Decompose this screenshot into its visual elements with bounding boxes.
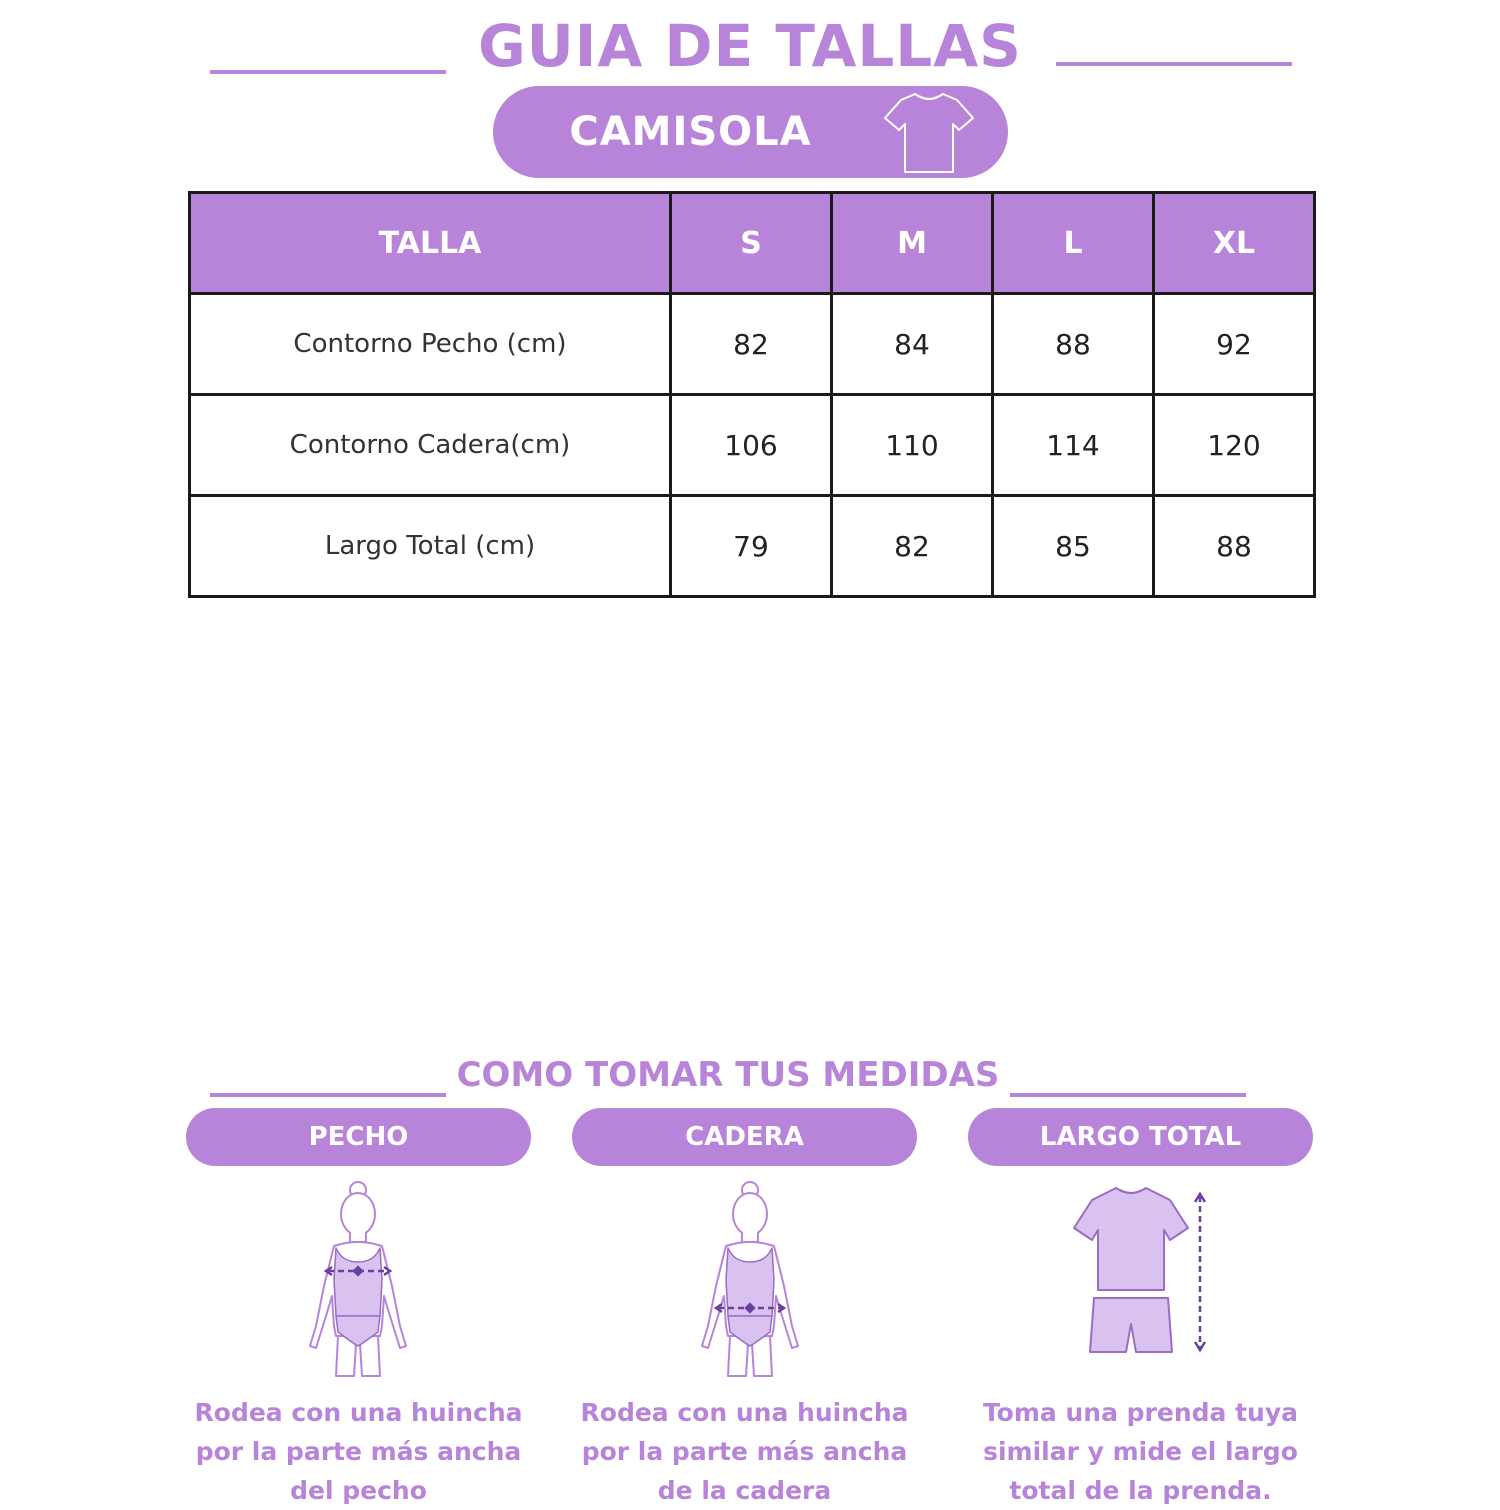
cell-value: 82 <box>671 294 832 395</box>
row-label: Largo Total (cm) <box>190 496 671 597</box>
cell-value: 120 <box>1154 395 1315 496</box>
tshirt-icon <box>881 88 977 176</box>
cell-value: 85 <box>993 496 1154 597</box>
cell-value: 106 <box>671 395 832 496</box>
measure-label-cadera: CADERA <box>572 1108 917 1166</box>
garment-length-measure-icon <box>968 1176 1313 1381</box>
cell-value: 88 <box>993 294 1154 395</box>
section-right-rule <box>1010 1093 1246 1097</box>
cell-value: 110 <box>832 395 993 496</box>
measure-card-largo-total <box>968 1108 1313 1510</box>
row-label: Contorno Pecho (cm) <box>190 294 671 395</box>
page-title: GUIA DE TALLAS <box>478 12 1022 80</box>
body-hip-measure-icon <box>572 1176 917 1381</box>
row-label: Contorno Cadera(cm) <box>190 395 671 496</box>
cell-value: 92 <box>1154 294 1315 395</box>
table-header-row <box>190 193 1315 294</box>
table-row <box>190 496 1315 597</box>
header-size-xl: XL <box>1154 193 1315 294</box>
cell-value: 79 <box>671 496 832 597</box>
garment-label: CAMISOLA <box>569 109 812 155</box>
measure-label-pecho: PECHO <box>186 1108 531 1166</box>
table-row <box>190 294 1315 395</box>
cell-value: 82 <box>832 496 993 597</box>
title-left-rule <box>210 70 446 74</box>
size-table <box>188 191 1316 598</box>
table-row <box>190 395 1315 496</box>
measure-label-largo-total: LARGO TOTAL <box>968 1108 1313 1166</box>
garment-badge <box>493 86 1008 178</box>
body-chest-measure-icon <box>186 1176 531 1381</box>
header-size-m: M <box>832 193 993 294</box>
title-right-rule <box>1056 62 1292 66</box>
cell-value: 114 <box>993 395 1154 496</box>
cell-value: 84 <box>832 294 993 395</box>
measure-card-pecho <box>186 1108 531 1510</box>
measure-description-pecho: Rodea con una huincha por la parte más ancha del pecho <box>194 1398 523 1505</box>
header-talla: TALLA <box>190 193 671 294</box>
section-title: COMO TOMAR TUS MEDIDAS <box>456 1055 1000 1095</box>
measure-description-cadera: Rodea con una huincha por la parte más ancha de la cadera <box>580 1398 909 1505</box>
measure-card-cadera <box>572 1108 917 1510</box>
cell-value: 88 <box>1154 496 1315 597</box>
measure-description-largo-total: Toma una prenda tuya similar y mide el largo total de la prenda. <box>982 1398 1299 1505</box>
section-left-rule <box>210 1093 446 1097</box>
header-size-s: S <box>671 193 832 294</box>
header-size-l: L <box>993 193 1154 294</box>
